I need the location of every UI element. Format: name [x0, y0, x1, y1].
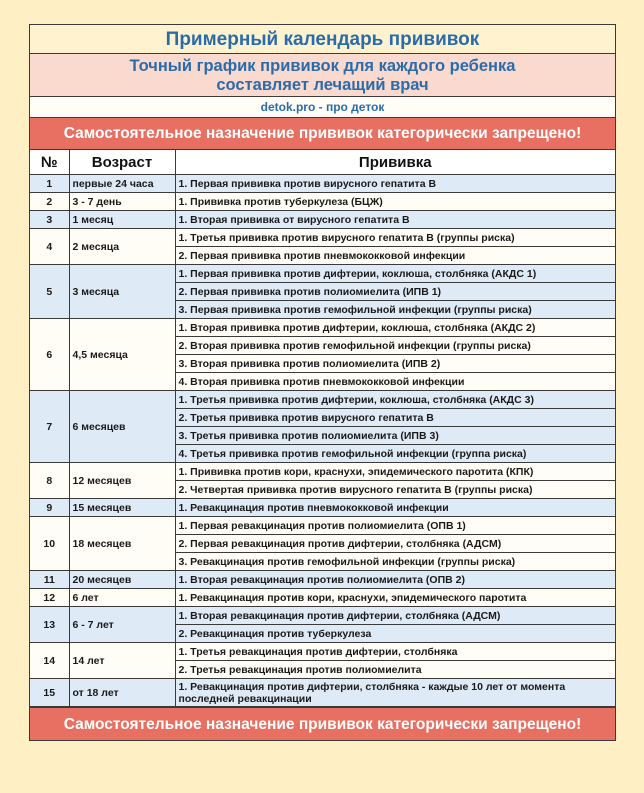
row-number: 12: [30, 589, 69, 607]
row-age: 12 месяцев: [69, 463, 175, 499]
row-number: 7: [30, 391, 69, 463]
row-vaccine: 2. Третья прививка против вирусного гепатита В: [175, 409, 615, 427]
row-vaccine: 1. Вторая прививка против дифтерии, коклюша, столбняка (АКДС 2): [175, 319, 615, 337]
row-vaccine: 3. Вторая прививка против полиомиелита (ИПВ 2): [175, 355, 615, 373]
row-vaccine: 1. Первая ревакцинация против полиомиелита (ОПВ 1): [175, 517, 615, 535]
row-vaccine: 1. Ревакцинация против кори, краснухи, эпидемического паротита: [175, 589, 615, 607]
row-vaccine: 1. Третья ревакцинация против дифтерии, столбняка: [175, 643, 615, 661]
row-age: 18 месяцев: [69, 517, 175, 571]
schedule-body: [30, 175, 615, 707]
table-row: [30, 643, 615, 661]
row-vaccine: 1. Ревакцинация против пневмококковой инфекции: [175, 499, 615, 517]
row-number: 4: [30, 229, 69, 265]
row-vaccine: 1. Вторая ревакцинация против дифтерии, столбняка (АДСМ): [175, 607, 615, 625]
row-vaccine: 1. Вторая ревакцинация против полиомиелита (ОПВ 2): [175, 571, 615, 589]
row-vaccine: 2. Вторая прививка против гемофильной инфекции (группы риска): [175, 337, 615, 355]
warning-banner-bottom: Самостоятельное назначение прививок категорически запрещено!: [30, 707, 615, 740]
row-number: 13: [30, 607, 69, 643]
row-vaccine: 2. Первая прививка против пневмококковой инфекции: [175, 247, 615, 265]
row-vaccine: 2. Первая прививка против полиомиелита (ИПВ 1): [175, 283, 615, 301]
row-number: 1: [30, 175, 69, 193]
table-row: [30, 499, 615, 517]
subtitle-line-2: составляет лечащий врач: [216, 76, 429, 94]
page-title: Примерный календарь прививок: [30, 25, 615, 54]
table-row: [30, 319, 615, 337]
table-row: [30, 229, 615, 247]
row-number: 5: [30, 265, 69, 319]
row-number: 14: [30, 643, 69, 679]
row-age: первые 24 часа: [69, 175, 175, 193]
row-vaccine: 4. Вторая прививка против пневмококковой инфекции: [175, 373, 615, 391]
row-vaccine: 1. Прививка против кори, краснухи, эпидемического паротита (КПК): [175, 463, 615, 481]
subtitle: [30, 54, 615, 97]
row-number: 11: [30, 571, 69, 589]
row-age: 14 лет: [69, 643, 175, 679]
row-vaccine: 1. Третья прививка против вирусного гепатита В (группы риска): [175, 229, 615, 247]
table-row: [30, 211, 615, 229]
row-age: от 18 лет: [69, 679, 175, 707]
row-age: 20 месяцев: [69, 571, 175, 589]
row-age: 2 месяца: [69, 229, 175, 265]
warning-banner-top: Самостоятельное назначение прививок категорически запрещено!: [30, 118, 615, 150]
row-vaccine: 3. Третья прививка против полиомиелита (ИПВ 3): [175, 427, 615, 445]
row-vaccine: 1. Прививка против туберкулеза (БЦЖ): [175, 193, 615, 211]
table-row: [30, 607, 615, 625]
table-row: [30, 679, 615, 707]
row-vaccine: 3. Первая прививка против гемофильной инфекции (группы риска): [175, 301, 615, 319]
row-number: 9: [30, 499, 69, 517]
row-vaccine: 2. Ревакцинация против туберкулеза: [175, 625, 615, 643]
row-vaccine: 2. Первая ревакцинация против дифтерии, столбняка (АДСМ): [175, 535, 615, 553]
column-header-num: №: [30, 150, 69, 175]
row-age: 3 - 7 день: [69, 193, 175, 211]
row-number: 6: [30, 319, 69, 391]
row-age: 6 лет: [69, 589, 175, 607]
row-number: 15: [30, 679, 69, 707]
row-number: 2: [30, 193, 69, 211]
row-vaccine: 2. Четвертая прививка против вирусного гепатита В (группы риска): [175, 481, 615, 499]
table-row: [30, 517, 615, 535]
row-vaccine: 2. Третья ревакцинация против полиомиелита: [175, 661, 615, 679]
table-row: [30, 571, 615, 589]
row-number: 3: [30, 211, 69, 229]
table-row: [30, 193, 615, 211]
row-age: 6 - 7 лет: [69, 607, 175, 643]
table-header-row: [30, 150, 615, 175]
row-number: 10: [30, 517, 69, 571]
column-header-age: Возраст: [69, 150, 175, 175]
row-age: 4,5 месяца: [69, 319, 175, 391]
row-vaccine: 1. Первая прививка против вирусного гепатита В: [175, 175, 615, 193]
table-row: [30, 589, 615, 607]
column-header-vaccine: Прививка: [175, 150, 615, 175]
table-row: [30, 391, 615, 409]
table-row: [30, 175, 615, 193]
subtitle-line-1: Точный график прививок для каждого ребенка: [129, 57, 516, 75]
table-row: [30, 265, 615, 283]
row-age: 15 месяцев: [69, 499, 175, 517]
schedule-table: [30, 150, 615, 707]
row-vaccine: 1. Третья прививка против дифтерии, коклюша, столбняка (АКДС 3): [175, 391, 615, 409]
row-vaccine: 1. Ревакцинация против дифтерии, столбняка - каждые 10 лет от момента последней ревакцинации: [175, 679, 615, 707]
row-vaccine: 4. Третья прививка против гемофильной инфекции (группа риска): [175, 445, 615, 463]
table-row: [30, 463, 615, 481]
site-link[interactable]: detok.pro - про деток: [30, 97, 615, 118]
vaccination-calendar: [29, 24, 616, 741]
row-number: 8: [30, 463, 69, 499]
row-vaccine: 3. Ревакцинация против гемофильной инфекции (группы риска): [175, 553, 615, 571]
row-age: 1 месяц: [69, 211, 175, 229]
row-age: 3 месяца: [69, 265, 175, 319]
row-age: 6 месяцев: [69, 391, 175, 463]
row-vaccine: 1. Первая прививка против дифтерии, коклюша, столбняка (АКДС 1): [175, 265, 615, 283]
row-vaccine: 1. Вторая прививка от вирусного гепатита В: [175, 211, 615, 229]
